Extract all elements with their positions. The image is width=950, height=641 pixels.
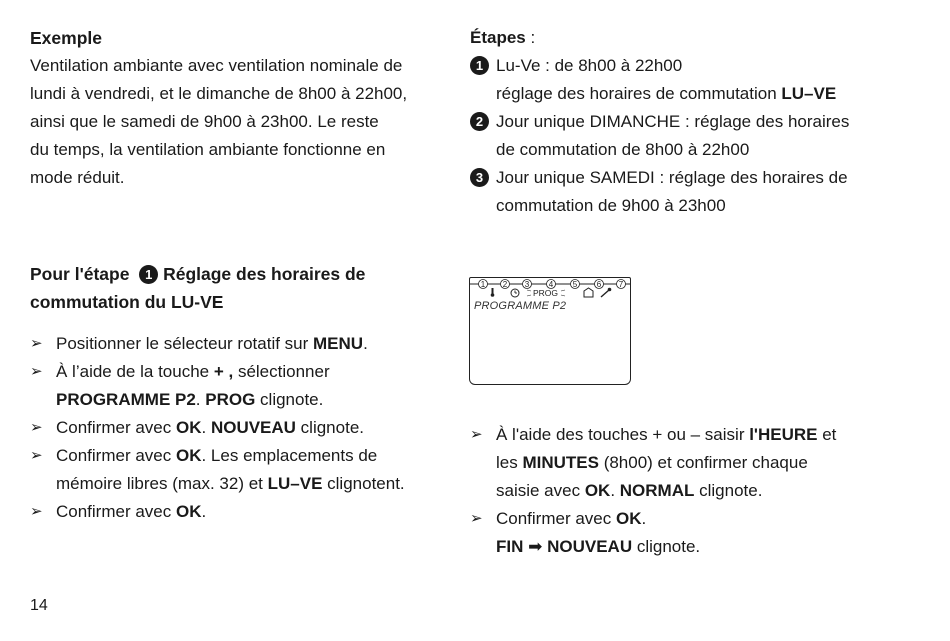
instruction-continuation: mémoire libres (max. 32) et LU–VE clignotent. xyxy=(56,474,405,493)
example-line: lundi à vendredi, et le dimanche de 8h00 à 22h00, xyxy=(30,84,408,103)
steps-heading: Étapes : xyxy=(470,28,536,47)
example-line: mode réduit. xyxy=(30,168,125,187)
arrow-bullet-icon: ➢ xyxy=(470,510,483,527)
step-item-continuation: commutation de 9h00 à 23h00 xyxy=(496,196,726,215)
lcd-day-segments xyxy=(469,276,631,298)
lcd-text: PROGRAMME P2 xyxy=(474,300,567,312)
arrow-bullet-icon: ➢ xyxy=(30,503,43,520)
lcd-digit: 5 xyxy=(572,279,578,289)
step1-heading xyxy=(30,260,450,288)
instruction-bullet: ➢ Confirmer avec OK. xyxy=(470,505,920,533)
step-number-badge: 3 xyxy=(470,168,489,187)
step-item: 1 Lu-Ve : de 8h00 à 22h00 xyxy=(470,52,920,80)
lcd-digit: 3 xyxy=(524,279,530,289)
arrow-bullet-icon: ➢ xyxy=(30,419,43,436)
step-item: 2 Jour unique DIMANCHE : réglage des horaires xyxy=(470,108,920,136)
spacer xyxy=(30,192,450,260)
instruction-bullet: ➢ Positionner le sélecteur rotatif sur MENU. xyxy=(30,330,450,358)
step-item: 3 Jour unique SAMEDI : réglage des horaires de xyxy=(470,164,920,192)
step-number-badge: 1 xyxy=(139,265,158,284)
instruction-bullet: ➢ À l'aide des touches + ou – saisir l'HEURE et xyxy=(470,421,920,449)
page-number: 14 xyxy=(30,597,48,614)
arrow-bullet-icon: ➢ xyxy=(30,363,43,380)
right-instructions xyxy=(470,421,920,561)
step-item-continuation: de commutation de 8h00 à 22h00 xyxy=(496,140,750,159)
example-heading: Exemple xyxy=(30,28,102,48)
step1-heading-line2: commutation du LU-VE xyxy=(30,292,224,312)
step1-heading-suffix: Réglage des horaires de xyxy=(163,264,366,284)
example-line: ainsi que le samedi de 9h00 à 23h00. Le reste xyxy=(30,112,379,131)
house-icon xyxy=(584,288,593,297)
instruction-continuation: FIN ➡ NOUVEAU clignote. xyxy=(496,537,701,556)
instruction-bullet: ➢ Confirmer avec OK. xyxy=(30,498,450,526)
prog-label: PROG xyxy=(533,288,559,298)
instruction-continuation: saisie avec OK. NORMAL clignote. xyxy=(496,481,763,500)
lcd-digit: 6 xyxy=(596,279,602,289)
example-line: du temps, la ventilation ambiante fonctionne en xyxy=(30,140,386,159)
step1-heading-prefix: Pour l'étape xyxy=(30,264,130,284)
right-column xyxy=(470,24,920,220)
lcd-display xyxy=(469,277,631,385)
instruction-bullet: ➢ Confirmer avec OK. Les emplacements de xyxy=(30,442,450,470)
lcd-digit: 4 xyxy=(548,279,554,289)
step-item-continuation: réglage des horaires de commutation LU–VE xyxy=(496,84,837,103)
wrench-icon xyxy=(601,288,611,297)
instruction-bullet: ➢ Confirmer avec OK. NOUVEAU clignote. xyxy=(30,414,450,442)
lcd-digit: 7 xyxy=(618,279,624,289)
example-line: Ventilation ambiante avec ventilation nominale de xyxy=(30,56,403,75)
left-column xyxy=(30,24,450,526)
clock-icon xyxy=(511,289,519,297)
instruction-bullet: ➢ À l’aide de la touche + , sélectionner xyxy=(30,358,450,386)
step-number-badge: 2 xyxy=(470,112,489,131)
arrow-bullet-icon: ➢ xyxy=(470,426,483,443)
step-number-badge: 1 xyxy=(470,56,489,75)
lcd-digit: 2 xyxy=(502,279,508,289)
thermometer-icon xyxy=(491,288,495,297)
lcd-digit: 1 xyxy=(480,279,486,289)
arrow-bullet-icon: ➢ xyxy=(30,335,43,352)
instruction-continuation: PROGRAMME P2. PROG clignote. xyxy=(56,390,324,409)
arrow-bullet-icon: ➢ xyxy=(30,447,43,464)
instruction-continuation: les MINUTES (8h00) et confirmer chaque xyxy=(496,453,808,472)
spacer xyxy=(30,316,450,330)
